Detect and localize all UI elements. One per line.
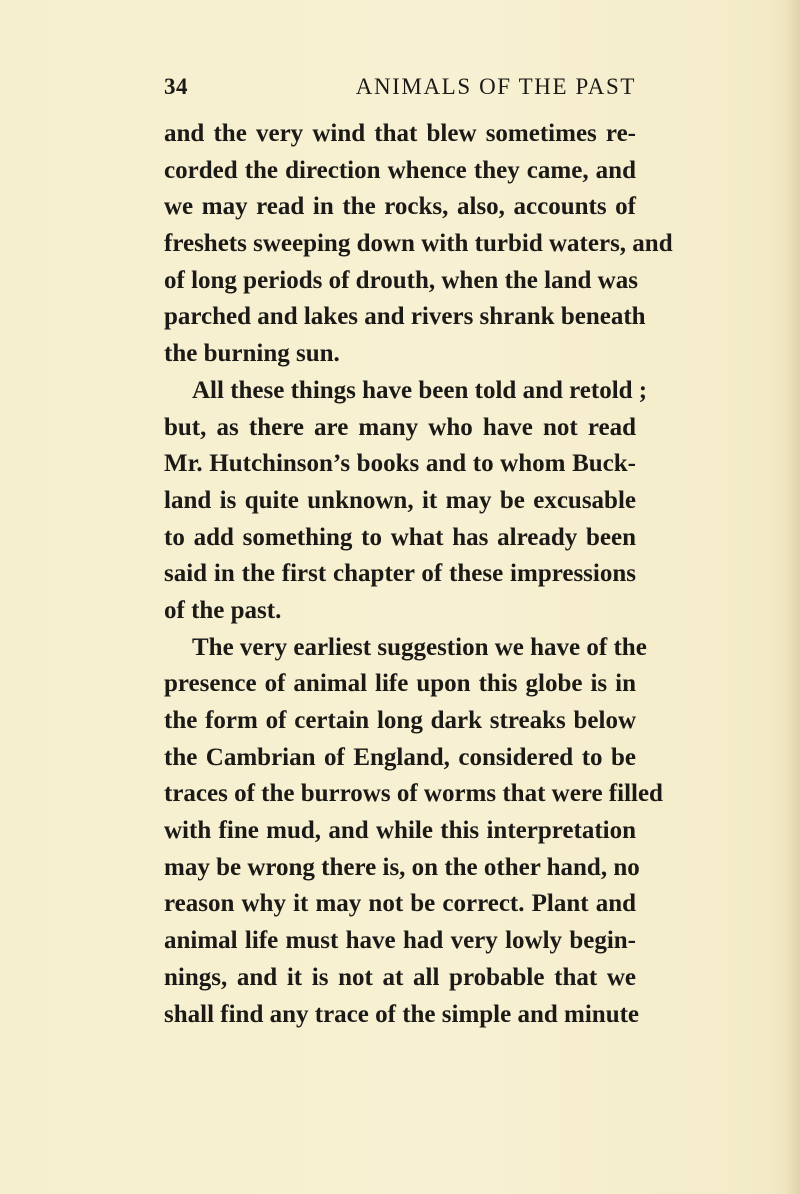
text-line: Mr. Hutchinson’s books and to whom Buck-: [164, 450, 636, 478]
page-edge-shadow: [786, 0, 800, 1194]
text-line: parched and lakes and rivers shrank beneath: [164, 303, 646, 331]
text-line: freshets sweeping down with turbid waters, and: [164, 230, 673, 258]
text-line: the Cambrian of England, considered to be: [164, 743, 636, 771]
body-text: [164, 116, 673, 1033]
running-head: [164, 74, 636, 110]
text-line: shall find any trace of the simple and minute: [164, 1000, 640, 1028]
text-line: to add something to what has already been: [164, 523, 636, 551]
text-line: we may read in the rocks, also, accounts of: [164, 193, 636, 221]
text-line: and the very wind that blew sometimes re-: [164, 120, 636, 147]
text-line: of the past.: [164, 596, 282, 624]
text-line: may be wrong there is, on the other hand, no: [164, 853, 640, 881]
page-number: 34: [164, 74, 188, 99]
running-title: ANIMALS OF THE PAST: [355, 74, 636, 99]
text-line: The very earliest suggestion we have of the: [192, 633, 647, 661]
text-line: with fine mud, and while this interpretation: [164, 817, 636, 845]
text-line: of long periods of drouth, when the land was: [164, 266, 638, 294]
text-line: land is quite unknown, it may be excusable: [164, 486, 636, 514]
text-line: nings, and it is not at all probable that we: [164, 963, 636, 991]
text-line: presence of animal life upon this globe is in: [164, 670, 636, 698]
text-line: All these things have been told and retold ;: [192, 376, 648, 404]
text-line: animal life must have had very lowly begin-: [164, 927, 636, 955]
text-line: but, as there are many who have not read: [164, 413, 636, 441]
text-line: the form of certain long dark streaks below: [164, 707, 636, 734]
text-line: traces of the burrows of worms that were filled: [164, 780, 663, 808]
text-line: reason why it may not be correct. Plant and: [164, 890, 636, 918]
text-line: the burning sun.: [164, 340, 340, 368]
text-line: said in the first chapter of these impressions: [164, 560, 636, 588]
text-line: corded the direction whence they came, and: [164, 156, 636, 184]
